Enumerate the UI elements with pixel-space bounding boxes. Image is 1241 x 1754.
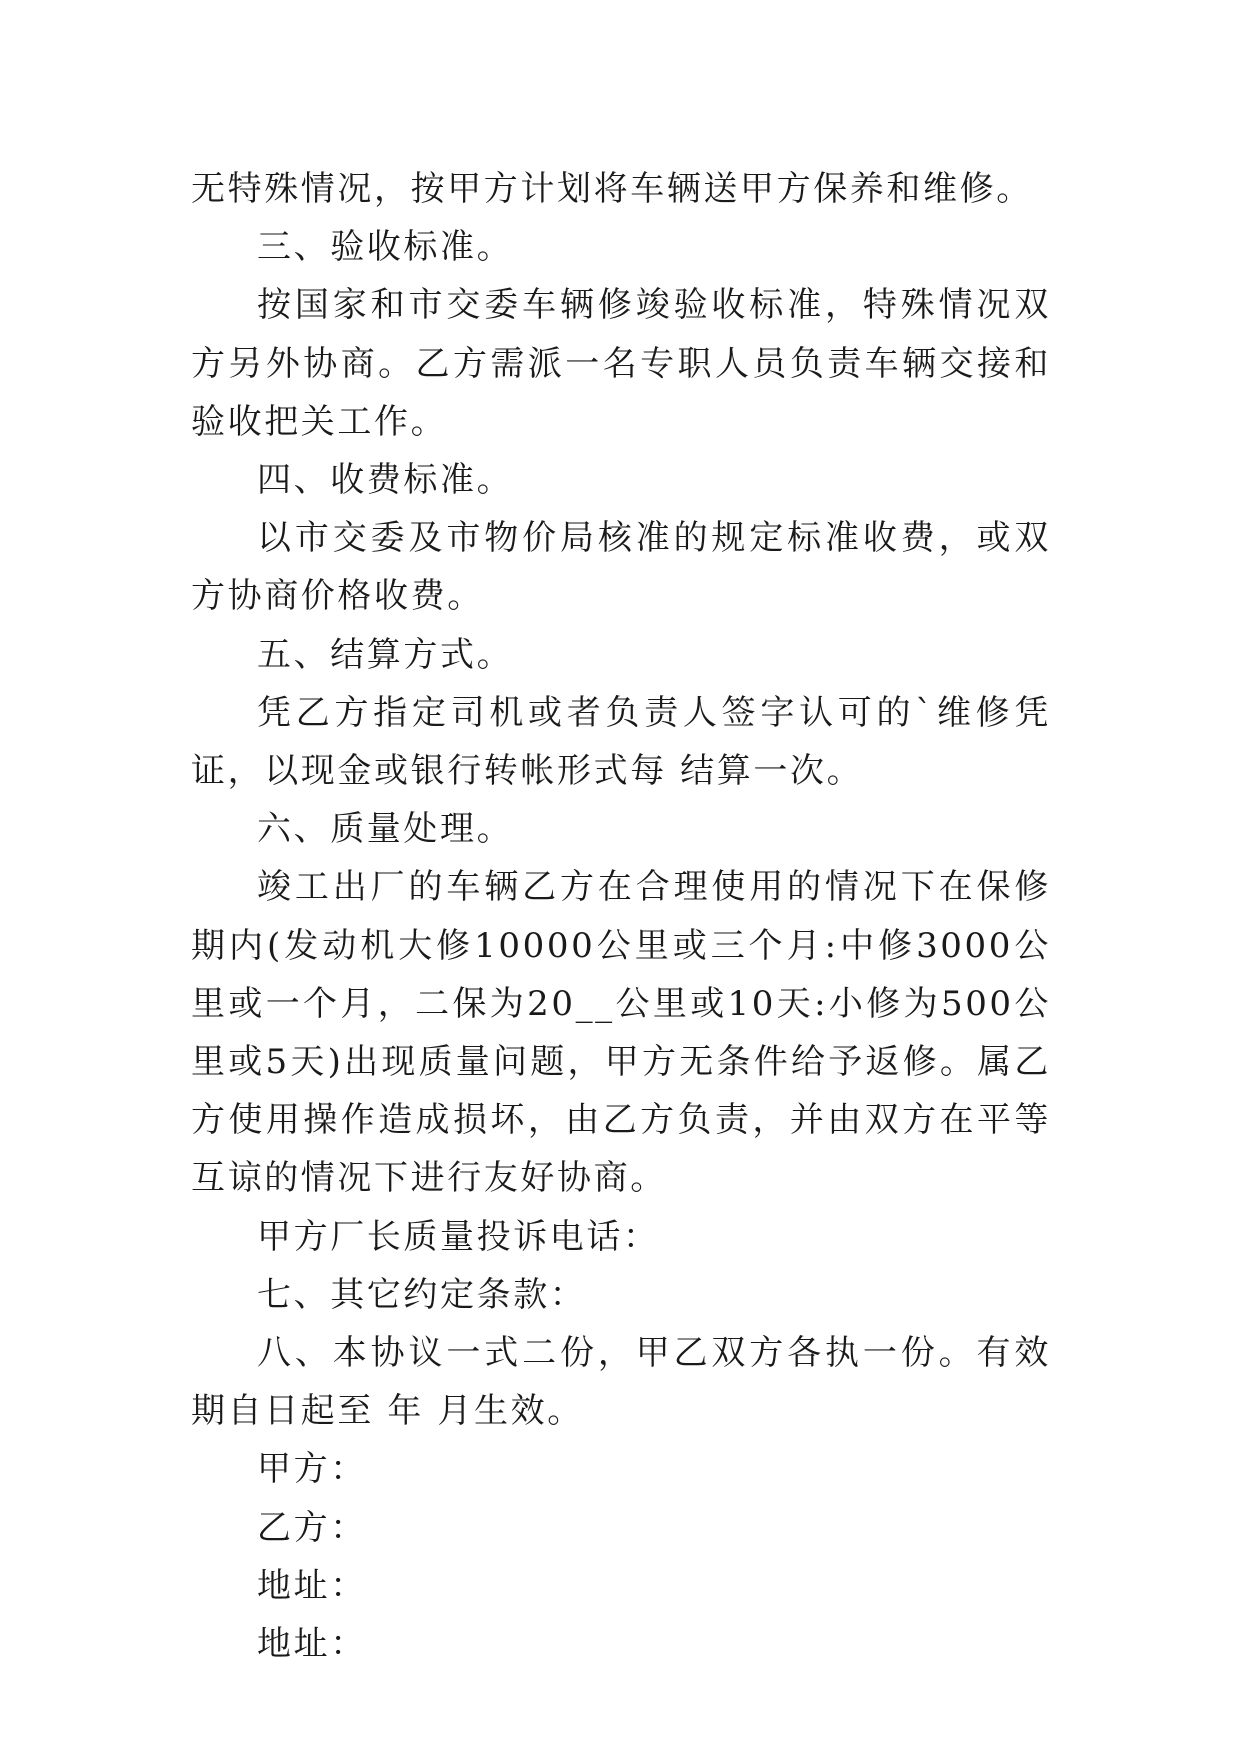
address-party-b: 地址： — [257, 1624, 367, 1665]
heading-fee-standard: 四、收费标准。 — [257, 460, 514, 501]
paragraph-complaint-phone: 甲方厂长质量投诉电话： — [257, 1216, 660, 1257]
paragraph-maintenance-plan: 无特殊情况，按甲方计划将车辆送甲方保养和维修。 — [191, 169, 1033, 209]
heading-acceptance-standard: 三、验收标准。 — [257, 227, 514, 268]
heading-settlement-method: 五、结算方式。 — [257, 634, 514, 675]
heading-quality-handling: 六、质量处理。 — [257, 809, 514, 850]
paragraph-acceptance-standard: 按国家和市交委车辆修竣验收标准，特殊情况双方另外协商。乙方需派一名专职人员负责车辆交接和验收把关工作。 — [191, 285, 1051, 442]
paragraph-fee-standard: 以市交委及市物价局核准的规定标准收费，或双方协商价格收费。 — [191, 518, 1051, 617]
heading-other-terms: 七、其它约定条款： — [257, 1274, 587, 1315]
paragraph-copies-validity: 八、本协议一式二份，甲乙双方各执一份。有效期自日起至 年 月生效。 — [191, 1333, 1051, 1432]
paragraph-quality-handling: 竣工出厂的车辆乙方在合理使用的情况下在保修期内(发动机大修10000公里或三个月:中修3000公里或一个月，二保为20__公里或10天:小修为500公里或5天)出现质量问题，甲方无条件给予返修。属乙方使用操作造成损坏，由乙方负责，并由双方在平等互谅的情况下进行友好协商。 — [191, 867, 1051, 1199]
address-party-a: 地址： — [257, 1565, 367, 1606]
signature-party-a: 甲方： — [257, 1449, 367, 1490]
paragraph-settlement-method: 凭乙方指定司机或者负责人签字认可的`维修凭证，以现金或银行转帐形式每 结算一次。 — [191, 692, 1051, 792]
document-body — [191, 160, 1051, 1673]
signature-party-b: 乙方： — [257, 1507, 367, 1548]
